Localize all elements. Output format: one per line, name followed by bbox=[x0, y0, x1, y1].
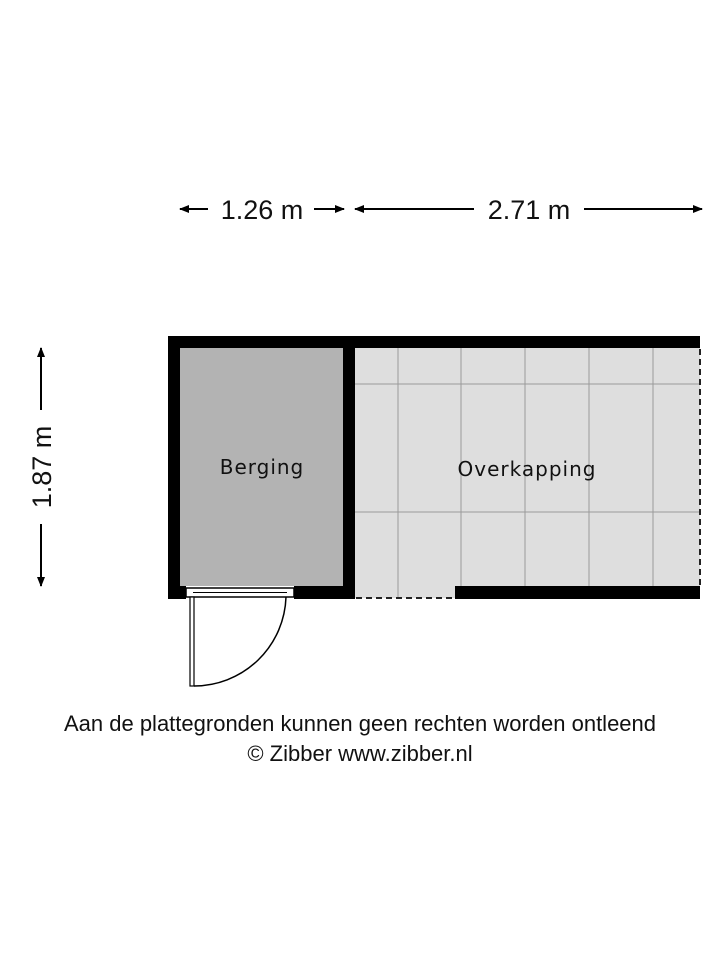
dimension-berging-width bbox=[180, 195, 344, 225]
dimension-label-overkapping-width: 2.71 m bbox=[487, 195, 571, 225]
wall-bottom-left bbox=[168, 586, 186, 599]
door-berging bbox=[186, 588, 294, 686]
copyright-text: © Zibber www.zibber.nl bbox=[247, 741, 473, 766]
dimension-label-berging-width: 1.26 m bbox=[220, 195, 304, 225]
wall-bottom-right bbox=[455, 586, 700, 599]
dimension-overkapping-width bbox=[355, 195, 702, 225]
wall-middle bbox=[343, 336, 355, 599]
wall-left bbox=[168, 336, 180, 599]
room-label-overkapping: Overkapping bbox=[457, 457, 597, 481]
door-leaf bbox=[190, 597, 194, 686]
door-swing-arc bbox=[194, 597, 286, 686]
room-label-berging: Berging bbox=[219, 455, 305, 479]
disclaimer-text: Aan de plattegronden kunnen geen rechten worden ontleend bbox=[63, 711, 657, 736]
dimension-depth bbox=[27, 348, 57, 586]
dimension-label-depth: 1.87 m bbox=[27, 425, 57, 509]
wall-top bbox=[168, 336, 700, 348]
wall-bottom-berging-right bbox=[294, 586, 355, 599]
